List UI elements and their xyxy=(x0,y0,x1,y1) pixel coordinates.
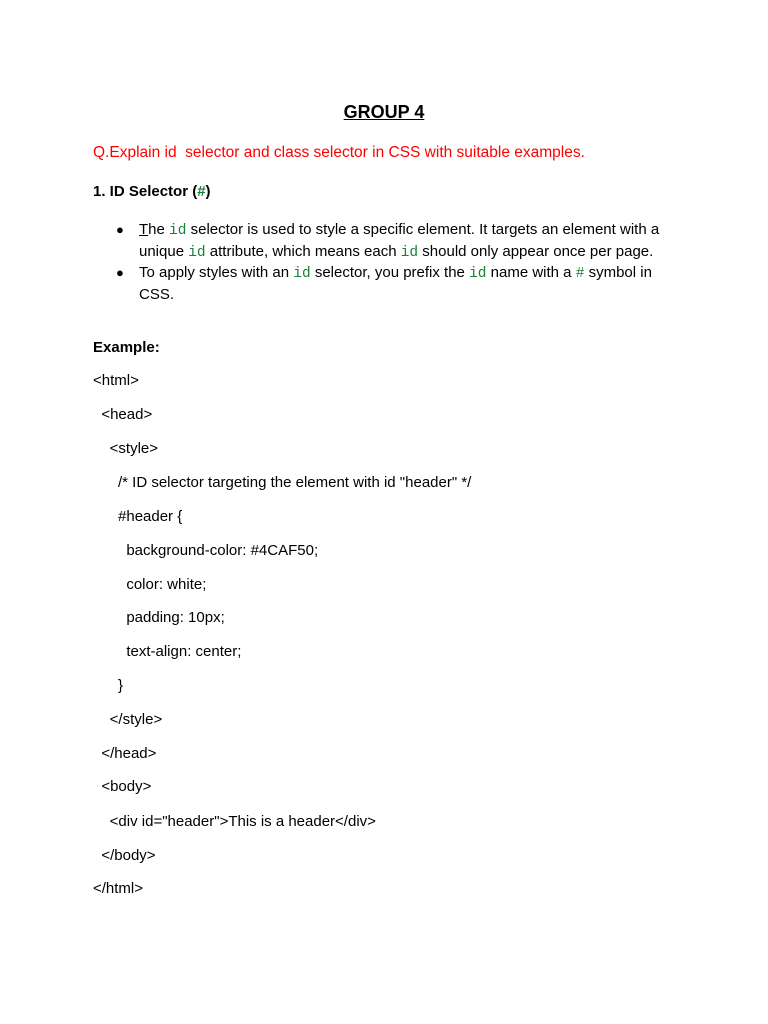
code-line: #header { xyxy=(93,508,183,525)
code-line: </body> xyxy=(93,847,156,864)
hash-symbol: # xyxy=(197,183,206,200)
code-line: padding: 10px; xyxy=(93,609,225,626)
bullet-icon: ● xyxy=(116,265,124,281)
section-heading-close: ) xyxy=(205,183,211,200)
page-title: GROUP 4 xyxy=(343,102,425,122)
bullet-icon: ● xyxy=(116,222,124,237)
bullet-text: selector is used to style a specific element. It targets an element with a unique xyxy=(139,221,660,260)
code-line: background-color: #4CAF50; xyxy=(93,542,319,559)
code-line: text-align: center; xyxy=(93,643,242,660)
code-line: </head> xyxy=(93,745,157,762)
code-line: <style> xyxy=(93,440,159,457)
section-heading xyxy=(93,182,211,202)
inline-code: # xyxy=(575,266,585,283)
bullet-text: should only appear once per page. xyxy=(418,242,654,260)
bullet-text: symbol in CSS. xyxy=(139,264,652,303)
question-text: Q.Explain id selector and class selector in CSS with suitable examples. xyxy=(93,144,585,161)
bullet-list xyxy=(93,220,683,305)
code-line: } xyxy=(93,677,124,694)
code-line: color: white; xyxy=(93,576,207,593)
inline-code: id xyxy=(169,223,187,239)
list-item xyxy=(93,263,683,305)
code-line: <div id="header">This is a header</div> xyxy=(93,813,376,830)
code-line: /* ID selector targeting the element with id "header" */ xyxy=(93,474,472,491)
list-item xyxy=(93,220,683,263)
bullet-text: he xyxy=(148,221,170,238)
bullet-first-char: T xyxy=(139,221,149,238)
code-line: <html> xyxy=(93,372,139,389)
inline-code: id xyxy=(293,266,311,283)
code-line: <head> xyxy=(93,406,153,423)
bullet-text: selector, you prefix the xyxy=(310,264,470,282)
bullet-text: To apply styles with an xyxy=(139,264,294,282)
code-line: </html> xyxy=(93,880,144,897)
example-label: Example: xyxy=(93,339,160,356)
section-heading-label: 1. ID Selector ( xyxy=(93,183,198,200)
code-line: </style> xyxy=(93,711,163,728)
code-line: <body> xyxy=(93,778,152,795)
inline-code: id xyxy=(400,244,419,261)
inline-code: id xyxy=(469,266,487,283)
bullet-text: name with a xyxy=(486,264,576,282)
bullet-text: attribute, which means each xyxy=(205,242,401,260)
inline-code: id xyxy=(188,244,206,261)
